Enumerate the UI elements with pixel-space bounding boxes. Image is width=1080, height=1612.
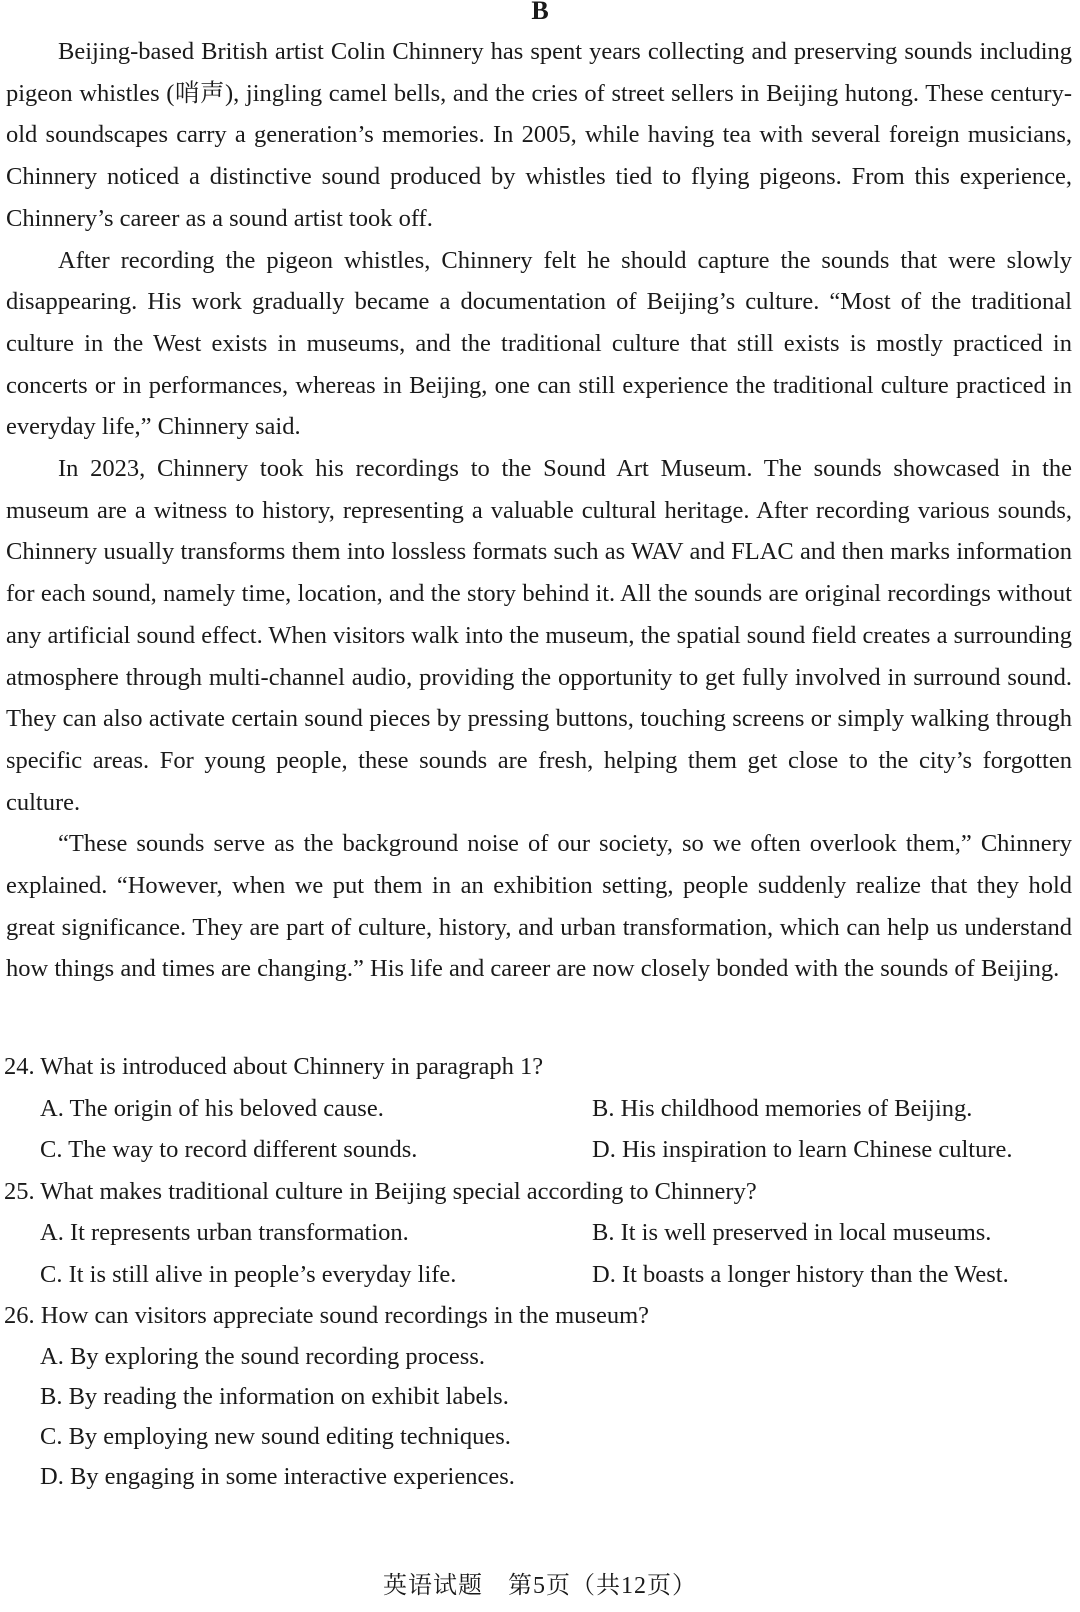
passage-paragraph-3: In 2023, Chinnery took his recordings to the Sound Art Museum. The sounds showcased in the museum are a witness to history, representing a valuable cultural heritage. After recording various sounds, Chinnery usually transforms them into lossless formats such as WAV and FLAC and then marks information for each sound, namely time, location, and the story behind it. All the sounds are original recordings without any artificial sound effect. When visitors walk into the museum, the spatial sound field creates a surrounding atmosphere through multi-channel audio, providing the opportunity to get fully involved in surround sound. They can also activate certain sound pieces by pressing buttons, touching screens or simply walking through specific areas. For young people, these sounds are fresh, helping them get close to the city’s forgotten culture.	[6, 455, 1072, 816]
question-list	[4, 1046, 1074, 1497]
option-group	[4, 1088, 1074, 1171]
option-b[interactable]: B. His childhood memories of Beijing.	[592, 1094, 973, 1122]
passage-paragraph-2: After recording the pigeon whistles, Chinnery felt he should capture the sounds that were slowly disappearing. His work gradually became a documentation of Beijing’s culture. “Most of the traditional culture in the West exists in museums, and the traditional culture that still exists is mostly practiced in concerts or in performances, whereas in Beijing, one can still experience the traditional culture practiced in everyday life,” Chinnery said.	[6, 246, 1072, 441]
option-a[interactable]: A. By exploring the sound recording process.	[40, 1342, 485, 1370]
question-stem: 25. What makes traditional culture in Beijing special according to Chinnery?	[4, 1177, 757, 1205]
option-b[interactable]: B. It is well preserved in local museums.	[592, 1219, 992, 1246]
option-a[interactable]: A. The origin of his beloved cause.	[40, 1094, 384, 1122]
option-b[interactable]: B. By reading the information on exhibit labels.	[40, 1382, 509, 1410]
passage-paragraph-1: Beijing-based British artist Colin Chinnery has spent years collecting and preserving sounds including pigeon whistles (哨声), jingling camel bells, and the cries of street sellers in Beijing hutong. These century-old soundscapes carry a generation’s memories. In 2005, while having tea with several foreign musicians, Chinnery noticed a distinctive sound produced by whistles tied to flying pigeons. From this experience, Chinnery’s career as a sound artist took off.	[6, 38, 1072, 232]
question-stem: 26. How can visitors appreciate sound recordings in the museum?	[4, 1302, 650, 1329]
option-c[interactable]: C. The way to record different sounds.	[40, 1136, 418, 1163]
question-24	[4, 1046, 1074, 1171]
option-d[interactable]: D. It boasts a longer history than the West.	[592, 1260, 1009, 1288]
option-group	[4, 1212, 1074, 1295]
option-a[interactable]: A. It represents urban transformation.	[40, 1219, 409, 1246]
option-c[interactable]: C. It is still alive in people’s everyday life.	[40, 1260, 457, 1288]
passage-paragraph-4: “These sounds serve as the background noise of our society, so we often overlook them,” Chinnery explained. “However, when we put them in an exhibition setting, people suddenly realize that they hold great significance. They are part of culture, history, and urban transformation, which can help us understand how things and times are changing.” His life and career are now closely bonded with the sounds of Beijing.	[6, 830, 1072, 983]
option-d[interactable]: D. His inspiration to learn Chinese culture.	[592, 1136, 1013, 1163]
section-title: B	[531, 0, 549, 25]
question-stem: 24. What is introduced about Chinnery in paragraph 1?	[4, 1053, 544, 1080]
reading-passage	[6, 31, 1072, 990]
page-footer: 英语试题 第5页（共12页）	[383, 1573, 697, 1599]
question-26	[4, 1295, 1074, 1497]
option-c[interactable]: C. By employing new sound editing techniques.	[40, 1422, 511, 1450]
question-25	[4, 1171, 1074, 1296]
option-d[interactable]: D. By engaging in some interactive experiences.	[40, 1462, 515, 1490]
option-group	[4, 1337, 1074, 1497]
